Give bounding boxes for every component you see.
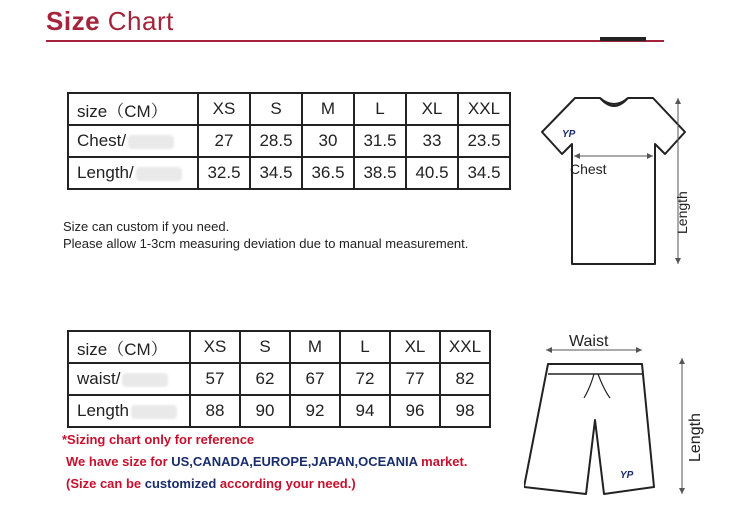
table-cell: 34.5 — [250, 157, 302, 189]
shorts-icon — [524, 364, 654, 494]
custom-note: Size can custom if you need. — [63, 219, 230, 234]
row-label: Chest/ — [77, 131, 127, 150]
table-cell: 72 — [340, 363, 390, 395]
shorts-size-table — [67, 330, 491, 428]
custom-prefix: (Size can be — [66, 476, 145, 491]
shirt-size-table — [67, 92, 511, 190]
table-header-cell: XXL — [440, 331, 490, 363]
table-header-cell: XS — [190, 331, 240, 363]
page-title — [46, 6, 174, 37]
row-label-cell — [68, 363, 190, 395]
table-header-cell: XL — [406, 93, 458, 125]
waist-label: Waist — [569, 333, 609, 350]
table-cell: 32.5 — [198, 157, 250, 189]
shorts-length-label: Length — [687, 413, 704, 462]
brand-logo-icon: YP — [620, 470, 634, 481]
table-cell: 34.5 — [458, 157, 510, 189]
reference-note: *Sizing chart only for reference — [62, 432, 255, 447]
table-header-cell: S — [250, 93, 302, 125]
market-countries: US,CANADA,EUROPE,JAPAN,OCEANIA — [171, 454, 418, 469]
table-cell: 90 — [240, 395, 290, 427]
table-cell: 62 — [240, 363, 290, 395]
table-cell: 40.5 — [406, 157, 458, 189]
blurred-text — [131, 405, 177, 419]
market-note — [66, 454, 467, 469]
table-cell: 77 — [390, 363, 440, 395]
deviation-note: Please allow 1-3cm measuring deviation due to manual measurement. — [63, 236, 469, 251]
table-cell: 57 — [190, 363, 240, 395]
custom-suffix: according your need.) — [216, 476, 356, 491]
table-header-cell: XXL — [458, 93, 510, 125]
table-header-cell: M — [302, 93, 354, 125]
table-header-cell: size（CM） — [68, 331, 190, 363]
shorts-diagram — [524, 332, 724, 502]
chest-label: Chest — [570, 161, 607, 177]
table-header-cell: L — [340, 331, 390, 363]
table-cell: 30 — [302, 125, 354, 157]
table-header-cell: XL — [390, 331, 440, 363]
custom-size-note — [66, 476, 356, 491]
table-cell: 27 — [198, 125, 250, 157]
table-cell: 28.5 — [250, 125, 302, 157]
blurred-text — [136, 167, 182, 181]
row-label-cell — [68, 157, 198, 189]
table-row — [68, 395, 490, 427]
shirt-length-label: Length — [674, 191, 690, 234]
table-cell: 88 — [190, 395, 240, 427]
table-header-cell: size（CM） — [68, 93, 198, 125]
table-cell: 82 — [440, 363, 490, 395]
table-header-cell: M — [290, 331, 340, 363]
title-light: Chart — [107, 6, 174, 36]
shirt-diagram — [520, 92, 710, 272]
table-cell: 38.5 — [354, 157, 406, 189]
title-bold: Size — [46, 6, 101, 36]
row-label-cell — [68, 125, 198, 157]
table-cell: 36.5 — [302, 157, 354, 189]
table-header-cell: S — [240, 331, 290, 363]
market-prefix: We have size for — [66, 454, 172, 469]
table-cell: 96 — [390, 395, 440, 427]
custom-word: customized — [144, 476, 217, 491]
table-cell: 98 — [440, 395, 490, 427]
row-label: Length/ — [77, 163, 134, 182]
table-row — [68, 363, 490, 395]
blurred-text — [128, 135, 174, 149]
row-label-cell — [68, 395, 190, 427]
title-divider — [46, 40, 664, 42]
blurred-text — [122, 373, 168, 387]
table-cell: 23.5 — [458, 125, 510, 157]
table-row — [68, 157, 510, 189]
table-header-cell: XS — [198, 93, 250, 125]
table-cell: 33 — [406, 125, 458, 157]
table-cell: 31.5 — [354, 125, 406, 157]
row-label: Length — [77, 401, 129, 420]
table-row — [68, 331, 490, 363]
table-cell: 92 — [290, 395, 340, 427]
market-suffix: market. — [417, 454, 468, 469]
table-row — [68, 125, 510, 157]
brand-logo-icon: YP — [562, 129, 576, 140]
table-cell: 67 — [290, 363, 340, 395]
row-label: waist/ — [77, 369, 121, 388]
tshirt-icon — [542, 98, 685, 264]
table-cell: 94 — [340, 395, 390, 427]
table-header-cell: L — [354, 93, 406, 125]
title-divider-accent — [600, 37, 646, 41]
table-row — [68, 93, 510, 125]
